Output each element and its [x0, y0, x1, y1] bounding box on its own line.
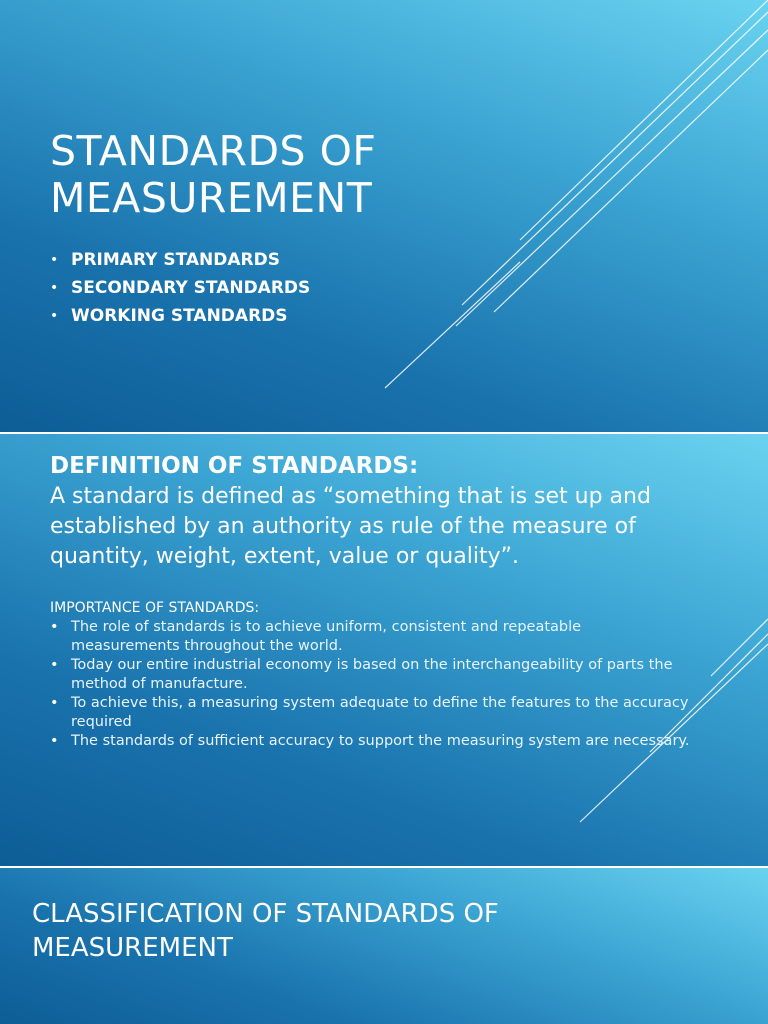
list-item: • The standards of sufficient accuracy to support the measuring system are necessary.	[50, 732, 690, 751]
importance-heading: IMPORTANCE OF STANDARDS:	[50, 600, 260, 616]
list-item: • PRIMARY STANDARDS	[50, 246, 310, 274]
definition-text: A standard is defined as “something that is set up and established by an authority as rule of the measure of quantity, weight, extent, value or quality”.	[50, 484, 651, 569]
slide-title: CLASSIFICATION OF STANDARDS OF MEASUREMENT	[32, 899, 499, 963]
importance-list	[50, 618, 690, 751]
list-item: • Today our entire industrial economy is based on the interchangeability of parts the method of manufacture.	[50, 656, 690, 694]
standards-list	[50, 246, 310, 330]
list-item: • The role of standards is to achieve uniform, consistent and repeatable measurements throughout the world.	[50, 618, 690, 656]
slide-title: STANDARDS OF MEASUREMENT	[50, 127, 377, 222]
slide-1	[0, 0, 768, 432]
list-item: • SECONDARY STANDARDS	[50, 274, 310, 302]
definition-heading: DEFINITION OF STANDARDS:	[50, 453, 419, 479]
list-item: • WORKING STANDARDS	[50, 302, 310, 330]
list-item: • To achieve this, a measuring system adequate to define the features to the accuracy required	[50, 694, 690, 732]
